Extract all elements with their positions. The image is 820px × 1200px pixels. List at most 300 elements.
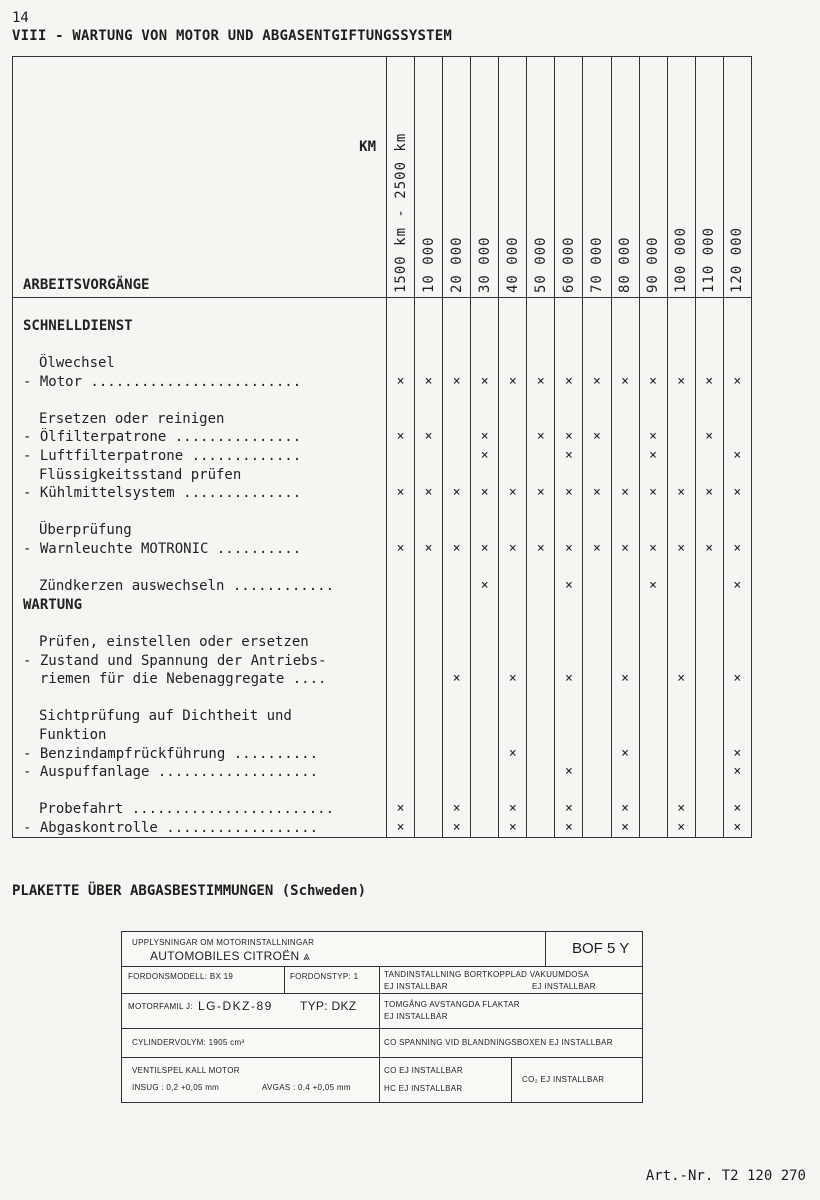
interval-mark	[527, 503, 555, 522]
interval-mark	[583, 781, 611, 800]
task-label: WARTUNG	[13, 596, 387, 615]
interval-mark	[443, 335, 471, 354]
interval-mark: ×	[443, 670, 471, 689]
interval-mark	[723, 354, 751, 373]
interval-mark	[695, 447, 723, 466]
interval-mark	[471, 391, 499, 410]
interval-mark: ×	[695, 428, 723, 447]
interval-mark: ×	[555, 819, 583, 838]
table-row	[13, 354, 752, 373]
interval-mark	[415, 335, 443, 354]
interval-mark	[639, 800, 667, 819]
interval-mark	[527, 819, 555, 838]
interval-mark	[527, 354, 555, 373]
interval-mark	[723, 781, 751, 800]
table-row	[13, 558, 752, 577]
km-column-header: 40 000	[499, 57, 527, 298]
interval-mark	[639, 596, 667, 615]
interval-mark	[695, 744, 723, 763]
interval-mark	[415, 781, 443, 800]
interval-mark	[499, 335, 527, 354]
interval-mark	[639, 726, 667, 745]
table-row	[13, 614, 752, 633]
interval-mark	[387, 781, 415, 800]
interval-mark	[555, 503, 583, 522]
km-column-header: 50 000	[527, 57, 555, 298]
interval-mark: ×	[527, 484, 555, 503]
interval-mark: ×	[443, 540, 471, 559]
interval-mark	[527, 317, 555, 336]
interval-mark	[555, 335, 583, 354]
interval-mark	[387, 670, 415, 689]
task-label	[13, 298, 387, 317]
interval-mark	[387, 298, 415, 317]
tand-ej-1: EJ INSTALLBAR	[384, 982, 448, 991]
interval-mark	[415, 707, 443, 726]
interval-mark	[387, 447, 415, 466]
interval-mark	[415, 298, 443, 317]
task-label: - Abgaskontrolle ..................	[13, 819, 387, 838]
interval-mark	[443, 391, 471, 410]
interval-mark	[695, 633, 723, 652]
interval-mark	[415, 633, 443, 652]
interval-mark	[695, 521, 723, 540]
interval-mark	[583, 317, 611, 336]
interval-mark	[387, 614, 415, 633]
interval-mark: ×	[555, 447, 583, 466]
fordonsmodell: FORDONSMODELL: BX 19	[128, 972, 234, 981]
interval-mark	[555, 465, 583, 484]
interval-mark	[499, 596, 527, 615]
interval-mark: ×	[639, 577, 667, 596]
insug: INSUG : 0,2 +0,05 mm	[132, 1083, 220, 1092]
interval-mark	[443, 614, 471, 633]
interval-mark	[611, 614, 639, 633]
interval-mark: ×	[639, 447, 667, 466]
interval-mark	[387, 410, 415, 429]
interval-mark	[527, 596, 555, 615]
interval-mark	[611, 503, 639, 522]
interval-mark: ×	[499, 540, 527, 559]
interval-mark	[499, 614, 527, 633]
interval-mark	[527, 335, 555, 354]
table-row	[13, 577, 752, 596]
fordonstyp: FORDONSTYP: 1	[290, 972, 359, 981]
table-row	[13, 596, 752, 615]
interval-mark	[387, 651, 415, 670]
task-label	[13, 614, 387, 633]
interval-mark	[583, 577, 611, 596]
interval-mark	[443, 577, 471, 596]
interval-mark	[639, 670, 667, 689]
interval-mark	[695, 596, 723, 615]
interval-mark	[471, 688, 499, 707]
interval-mark	[639, 298, 667, 317]
interval-mark	[387, 354, 415, 373]
task-label: riemen für die Nebenaggregate ....	[13, 670, 387, 689]
page-title: VIII - WARTUNG VON MOTOR UND ABGASENTGIFTUNGSSYSTEM	[12, 28, 453, 44]
plakette-code: BOF 5 Y	[572, 940, 630, 957]
interval-mark: ×	[415, 540, 443, 559]
article-number: Art.-Nr. T2 120 270	[645, 1168, 806, 1184]
interval-mark	[611, 726, 639, 745]
interval-mark	[667, 763, 695, 782]
table-row	[13, 391, 752, 410]
interval-mark	[583, 558, 611, 577]
interval-mark	[555, 707, 583, 726]
interval-mark	[695, 819, 723, 838]
interval-mark	[471, 726, 499, 745]
interval-mark	[415, 410, 443, 429]
motorfamilj-label: MOTORFAMIL J:	[128, 1002, 193, 1011]
interval-mark: ×	[723, 372, 751, 391]
interval-mark	[583, 707, 611, 726]
interval-mark: ×	[499, 744, 527, 763]
interval-mark	[639, 465, 667, 484]
interval-mark	[723, 503, 751, 522]
ventilspel: VENTILSPEL KALL MOTOR	[132, 1066, 240, 1075]
interval-mark	[443, 465, 471, 484]
task-label	[13, 558, 387, 577]
interval-mark	[499, 428, 527, 447]
interval-mark	[611, 596, 639, 615]
interval-mark	[611, 558, 639, 577]
interval-mark: ×	[387, 428, 415, 447]
interval-mark	[611, 410, 639, 429]
interval-mark	[611, 317, 639, 336]
interval-mark: ×	[723, 744, 751, 763]
interval-mark	[387, 317, 415, 336]
interval-mark: ×	[639, 372, 667, 391]
interval-mark	[723, 688, 751, 707]
interval-mark: ×	[443, 819, 471, 838]
co-spanning: CO SPANNING VID BLANDNINGSBOXEN EJ INSTALLBAR	[384, 1038, 613, 1047]
interval-mark	[639, 763, 667, 782]
interval-mark: ×	[555, 372, 583, 391]
task-label: Zündkerzen auswechseln ............	[13, 577, 387, 596]
interval-mark	[667, 781, 695, 800]
interval-mark	[667, 428, 695, 447]
interval-mark	[387, 391, 415, 410]
interval-mark: ×	[583, 540, 611, 559]
interval-mark	[527, 688, 555, 707]
interval-mark	[639, 651, 667, 670]
interval-mark	[471, 651, 499, 670]
interval-mark	[611, 465, 639, 484]
table-row	[13, 800, 752, 819]
interval-mark	[667, 447, 695, 466]
interval-mark: ×	[555, 763, 583, 782]
interval-mark	[695, 781, 723, 800]
interval-mark	[471, 410, 499, 429]
interval-mark	[443, 633, 471, 652]
interval-mark: ×	[387, 372, 415, 391]
interval-mark: ×	[667, 800, 695, 819]
interval-mark	[415, 726, 443, 745]
table-row	[13, 781, 752, 800]
interval-mark: ×	[723, 540, 751, 559]
interval-mark	[611, 521, 639, 540]
interval-mark: ×	[499, 819, 527, 838]
interval-mark: ×	[611, 484, 639, 503]
task-label	[13, 335, 387, 354]
interval-mark	[695, 651, 723, 670]
tasks-label: ARBEITSVORGÄNGE	[23, 277, 150, 293]
interval-mark: ×	[611, 744, 639, 763]
interval-mark: ×	[639, 428, 667, 447]
interval-mark	[527, 465, 555, 484]
table-row	[13, 410, 752, 429]
interval-mark	[723, 651, 751, 670]
interval-mark	[527, 558, 555, 577]
interval-mark	[611, 428, 639, 447]
task-label: Ölwechsel	[13, 354, 387, 373]
interval-mark	[583, 503, 611, 522]
interval-mark	[695, 707, 723, 726]
interval-mark	[415, 354, 443, 373]
interval-mark	[695, 670, 723, 689]
interval-mark: ×	[527, 540, 555, 559]
interval-mark	[555, 410, 583, 429]
interval-mark	[499, 707, 527, 726]
emission-plakette	[121, 931, 643, 1103]
km-label: KM	[359, 139, 376, 155]
interval-mark	[471, 298, 499, 317]
interval-mark: ×	[527, 372, 555, 391]
table-row	[13, 744, 752, 763]
cylindervolym: CYLINDERVOLYM: 1905 cm³	[132, 1038, 245, 1047]
interval-mark: ×	[555, 577, 583, 596]
interval-mark	[583, 447, 611, 466]
interval-mark	[527, 781, 555, 800]
interval-mark	[583, 335, 611, 354]
interval-mark	[667, 596, 695, 615]
interval-mark	[415, 670, 443, 689]
interval-mark: ×	[667, 819, 695, 838]
interval-mark	[583, 744, 611, 763]
interval-mark	[527, 521, 555, 540]
interval-mark	[471, 707, 499, 726]
interval-mark	[471, 558, 499, 577]
interval-mark	[387, 688, 415, 707]
interval-mark	[387, 744, 415, 763]
interval-mark	[583, 726, 611, 745]
interval-mark: ×	[499, 372, 527, 391]
interval-mark: ×	[499, 800, 527, 819]
interval-mark	[583, 596, 611, 615]
interval-mark: ×	[611, 819, 639, 838]
interval-mark	[443, 298, 471, 317]
interval-mark	[723, 428, 751, 447]
interval-mark	[611, 651, 639, 670]
interval-mark: ×	[723, 447, 751, 466]
interval-mark: ×	[415, 372, 443, 391]
interval-mark	[471, 596, 499, 615]
interval-mark	[667, 410, 695, 429]
interval-mark: ×	[415, 428, 443, 447]
km-column-header: 110 000	[695, 57, 723, 298]
km-column-header: 60 000	[555, 57, 583, 298]
task-label: - Zustand und Spannung der Antriebs-	[13, 651, 387, 670]
table-row	[13, 633, 752, 652]
interval-mark	[667, 707, 695, 726]
interval-mark	[723, 391, 751, 410]
interval-mark	[415, 465, 443, 484]
interval-mark	[415, 688, 443, 707]
interval-mark: ×	[723, 763, 751, 782]
interval-mark	[611, 688, 639, 707]
interval-mark	[583, 354, 611, 373]
table-row	[13, 521, 752, 540]
interval-mark	[387, 726, 415, 745]
interval-mark	[555, 391, 583, 410]
interval-mark: ×	[723, 484, 751, 503]
interval-mark	[611, 633, 639, 652]
interval-mark	[527, 726, 555, 745]
table-row	[13, 335, 752, 354]
interval-mark: ×	[555, 800, 583, 819]
interval-mark	[471, 633, 499, 652]
interval-mark	[695, 354, 723, 373]
interval-mark: ×	[443, 800, 471, 819]
interval-mark	[639, 614, 667, 633]
interval-mark	[695, 800, 723, 819]
interval-mark	[387, 335, 415, 354]
interval-mark	[639, 707, 667, 726]
interval-mark	[667, 558, 695, 577]
interval-mark: ×	[387, 800, 415, 819]
interval-mark	[415, 651, 443, 670]
interval-mark	[443, 503, 471, 522]
interval-mark	[555, 688, 583, 707]
interval-mark	[499, 447, 527, 466]
interval-mark	[387, 633, 415, 652]
task-label: - Warnleuchte MOTRONIC ..........	[13, 540, 387, 559]
interval-mark	[415, 614, 443, 633]
interval-mark	[639, 633, 667, 652]
interval-mark	[695, 577, 723, 596]
interval-mark	[499, 354, 527, 373]
interval-mark	[471, 354, 499, 373]
interval-mark: ×	[555, 484, 583, 503]
interval-mark	[443, 428, 471, 447]
interval-mark	[415, 819, 443, 838]
interval-mark	[723, 298, 751, 317]
task-label: Flüssigkeitsstand prüfen	[13, 465, 387, 484]
interval-mark	[471, 521, 499, 540]
interval-mark: ×	[555, 428, 583, 447]
interval-mark	[667, 633, 695, 652]
interval-mark	[471, 335, 499, 354]
interval-mark: ×	[499, 670, 527, 689]
interval-mark	[415, 558, 443, 577]
interval-mark	[471, 465, 499, 484]
interval-mark	[499, 558, 527, 577]
table-row	[13, 465, 752, 484]
interval-mark	[667, 688, 695, 707]
page-number: 14	[12, 10, 29, 26]
interval-mark	[583, 521, 611, 540]
plakette-header1: UPPLYSNINGAR OM MOTORINSTALLNINGAR	[132, 938, 315, 947]
motorfamilj-value: LG-DKZ-89	[198, 999, 273, 1013]
interval-mark: ×	[695, 540, 723, 559]
interval-mark: ×	[639, 484, 667, 503]
table-row	[13, 726, 752, 745]
plakette-title: PLAKETTE ÜBER ABGASBESTIMMUNGEN (Schweden)	[12, 883, 367, 899]
table-header-corner	[13, 57, 387, 298]
avgas: AVGAS : 0,4 +0,05 mm	[262, 1083, 351, 1092]
interval-mark	[499, 781, 527, 800]
interval-mark	[471, 800, 499, 819]
interval-mark	[695, 317, 723, 336]
km-column-header: 100 000	[667, 57, 695, 298]
interval-mark	[499, 465, 527, 484]
interval-mark: ×	[387, 540, 415, 559]
interval-mark: ×	[723, 670, 751, 689]
km-column-header: 20 000	[443, 57, 471, 298]
interval-mark	[443, 651, 471, 670]
interval-mark	[695, 726, 723, 745]
interval-mark	[387, 596, 415, 615]
table-row	[13, 298, 752, 317]
motor-typ: TYP: DKZ	[300, 999, 357, 1013]
interval-mark	[443, 744, 471, 763]
interval-mark	[443, 558, 471, 577]
interval-mark	[583, 651, 611, 670]
interval-mark: ×	[415, 484, 443, 503]
interval-mark: ×	[471, 372, 499, 391]
interval-mark	[499, 391, 527, 410]
interval-mark	[583, 670, 611, 689]
maintenance-table	[12, 56, 752, 838]
task-label	[13, 781, 387, 800]
interval-mark	[723, 614, 751, 633]
interval-mark	[695, 503, 723, 522]
interval-mark	[583, 633, 611, 652]
interval-mark	[387, 521, 415, 540]
interval-mark	[499, 298, 527, 317]
interval-mark: ×	[667, 484, 695, 503]
interval-mark	[555, 726, 583, 745]
km-column-header: 70 000	[583, 57, 611, 298]
table-row	[13, 651, 752, 670]
interval-mark	[639, 819, 667, 838]
interval-mark	[415, 317, 443, 336]
task-label	[13, 688, 387, 707]
interval-mark	[443, 707, 471, 726]
interval-mark	[499, 521, 527, 540]
interval-mark	[667, 651, 695, 670]
interval-mark	[443, 317, 471, 336]
interval-mark	[527, 763, 555, 782]
interval-mark: ×	[471, 447, 499, 466]
interval-mark	[555, 744, 583, 763]
interval-mark	[555, 596, 583, 615]
interval-mark: ×	[611, 372, 639, 391]
interval-mark	[639, 335, 667, 354]
interval-mark	[499, 577, 527, 596]
interval-mark	[695, 391, 723, 410]
interval-mark	[555, 521, 583, 540]
interval-mark: ×	[387, 819, 415, 838]
interval-mark: ×	[611, 540, 639, 559]
interval-mark	[639, 410, 667, 429]
interval-mark	[527, 614, 555, 633]
interval-mark: ×	[499, 484, 527, 503]
interval-mark	[583, 819, 611, 838]
table-row	[13, 688, 752, 707]
interval-mark	[471, 317, 499, 336]
